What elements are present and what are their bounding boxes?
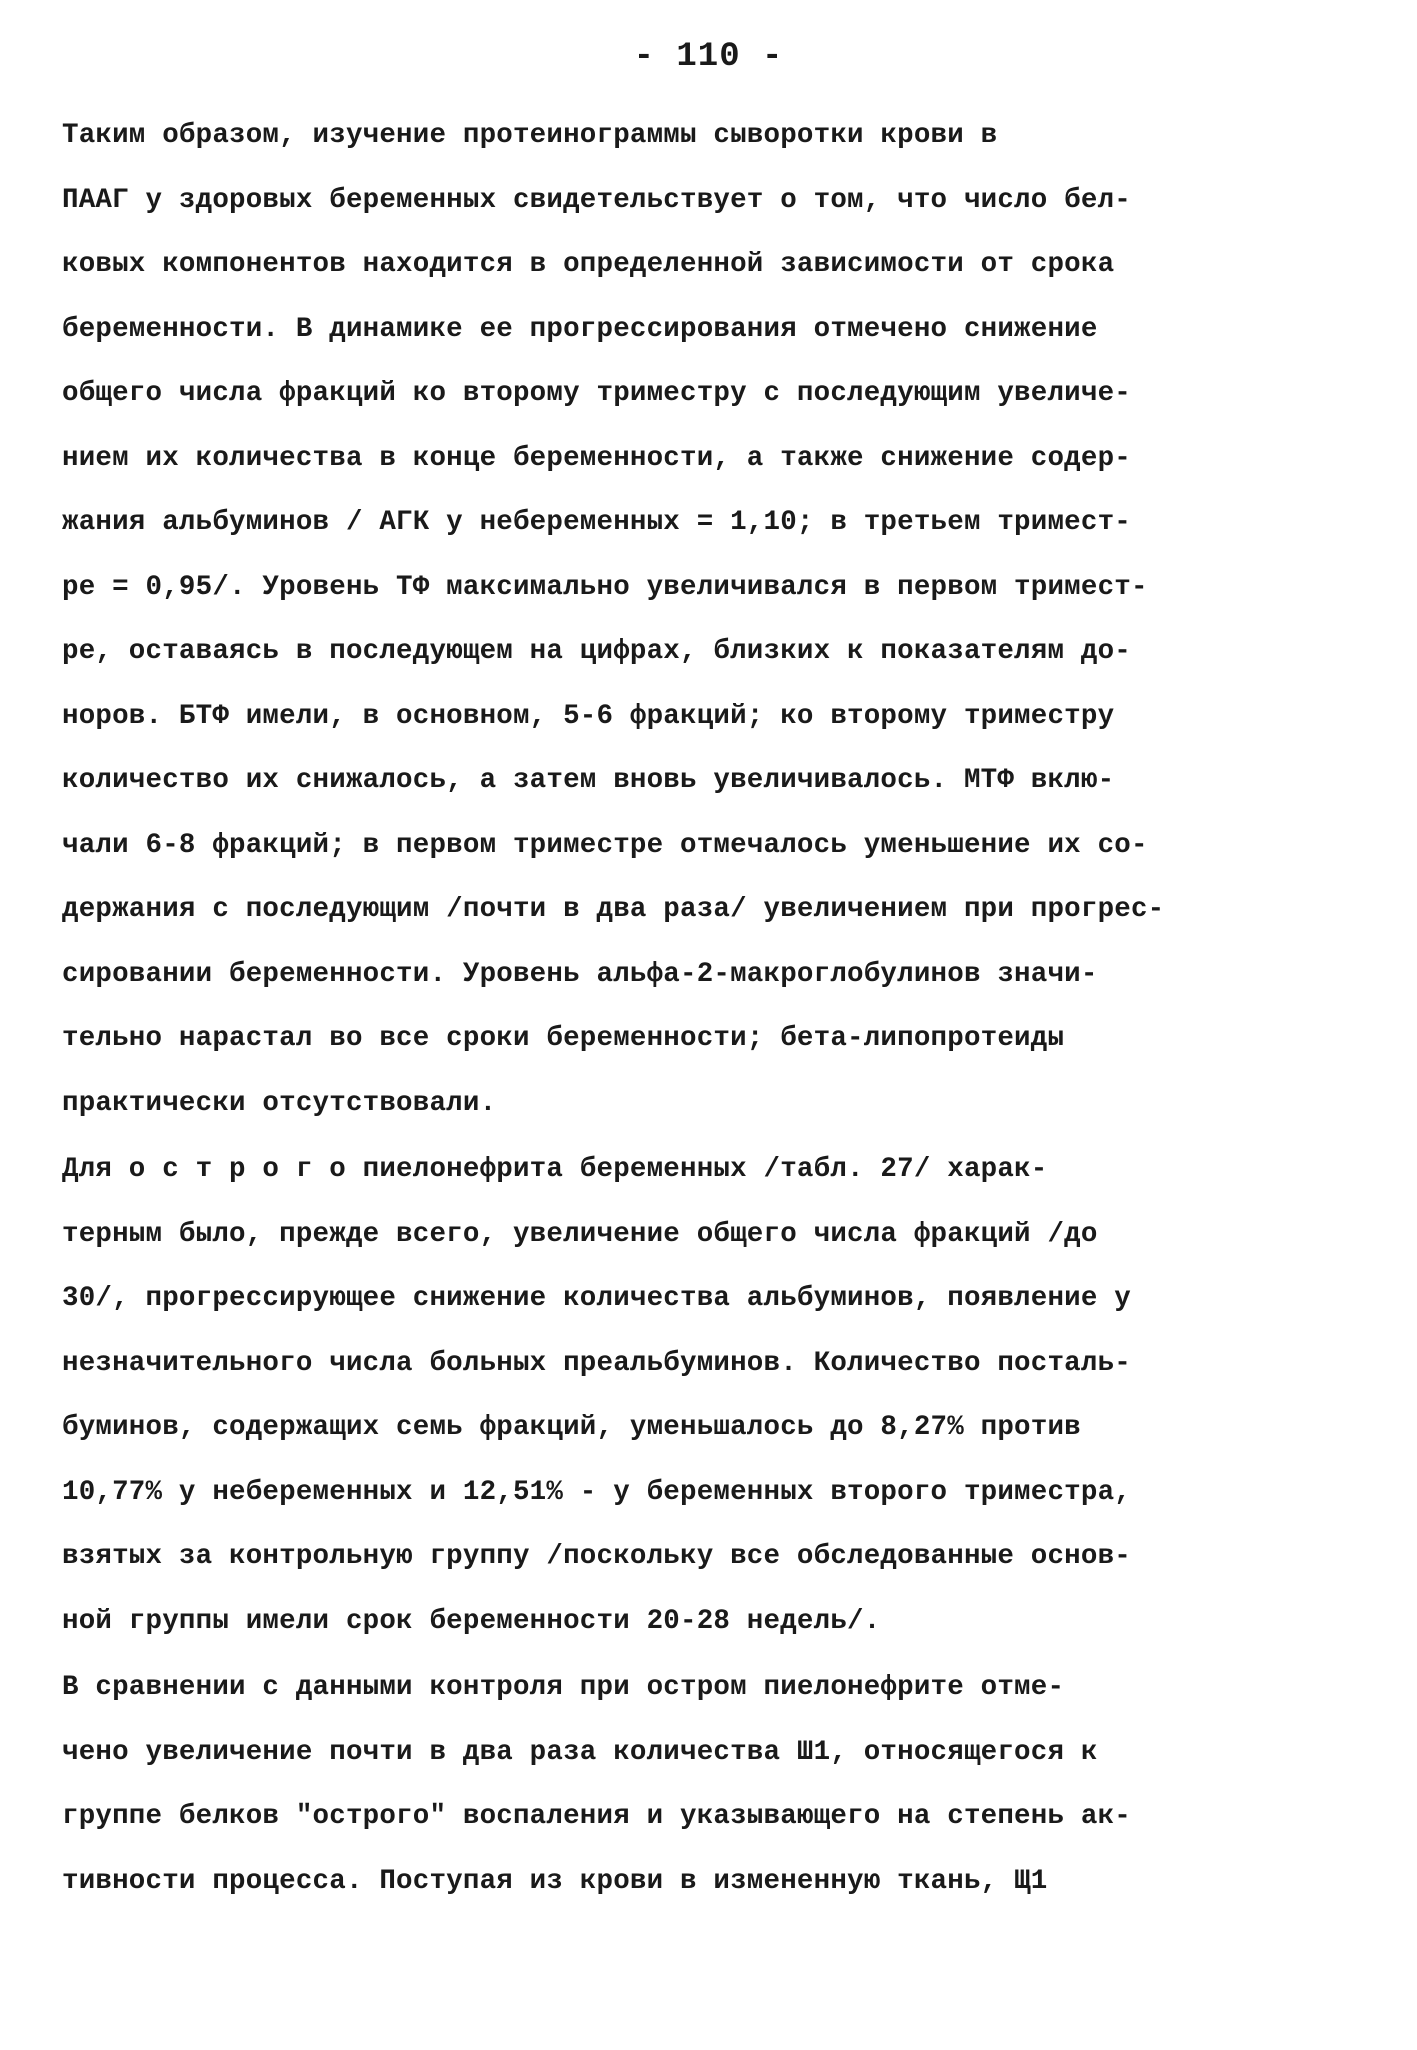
text-line: группе белков "острого" воспаления и указывающего на степень ак- [62, 1801, 1131, 1832]
text-line: держания с последующим /почти в два раза/ увеличением при прогрес- [62, 894, 1165, 925]
text-line: тельно нарастал во все сроки беременности; бета-липопротеиды [62, 1023, 1065, 1054]
text-line: ной группы имели срок беременности 20-28 недель/. [62, 1605, 881, 1637]
text-line: терным было, прежде всего, увеличение общего числа фракций /до [62, 1218, 1098, 1250]
paragraph-3 [62, 1656, 1362, 1914]
text-line: ре = 0,95/. Уровень ТФ максимально увеличивался в первом тримест- [62, 571, 1148, 603]
text-line: общего числа фракций ко второму триместру с последующим увеличе- [62, 378, 1131, 409]
text-line: жания альбуминов / АГК у небеременных = 1,10; в третьем тримест- [62, 507, 1131, 538]
text-line: ПААГ у здоровых беременных свидетельствует о том, что число бел- [62, 184, 1131, 216]
text-line: количество их снижалось, а затем вновь увеличивалось. МТФ вклю- [62, 765, 1115, 796]
text-line: чали 6-8 фракций; в первом триместре отмечалось уменьшение их со- [62, 829, 1148, 861]
text-line: сировании беременности. Уровень альфа-2-макроглобулинов значи- [62, 958, 1098, 990]
text-line: ковых компонентов находится в определенной зависимости от срока [62, 249, 1115, 280]
text-line: тивности процесса. Поступая из крови в измененную ткань, Щ1 [62, 1865, 1048, 1897]
text-line: Таким образом, изучение протеинограммы сыворотки крови в [62, 120, 998, 151]
text-line: В сравнении с данными контроля при остром пиелонефрите отме- [62, 1672, 1065, 1703]
text-line: ре, оставаясь в последующем на цифрах, близких к показателям до- [62, 636, 1131, 667]
text-line: чено увеличение почти в два раза количества Ш1, относящегося к [62, 1736, 1098, 1768]
text-line: незначительного числа больных преальбуминов. Количество посталь- [62, 1347, 1131, 1379]
text-line: нием их количества в конце беременности, а также снижение содер- [62, 442, 1131, 474]
text-line: практически отсутствовали. [62, 1087, 497, 1119]
text-line: буминов, содержащих семь фракций, уменьшалось до 8,27% против [62, 1412, 1081, 1443]
paragraph-2 [62, 1138, 1362, 1654]
text-line: 10,77% у небеременных и 12,51% - у беременных второго триместра, [62, 1476, 1131, 1508]
body-text [62, 104, 1362, 1914]
text-line: норов. БТФ имели, в основном, 5-6 фракций; ко второму триместру [62, 700, 1115, 732]
text-line: Для о с т р о г о пиелонефрита беременных /табл. 27/ харак- [62, 1154, 1048, 1185]
text-line: беременности. В динамике ее прогрессирования отмечено снижение [62, 313, 1098, 345]
text-line: взятых за контрольную группу /поскольку все обследованные основ- [62, 1541, 1131, 1572]
page-number: - 110 - [633, 38, 784, 76]
paragraph-1 [62, 104, 1362, 1136]
text-line: 30/, прогрессирующее снижение количества альбуминов, появление у [62, 1283, 1131, 1314]
